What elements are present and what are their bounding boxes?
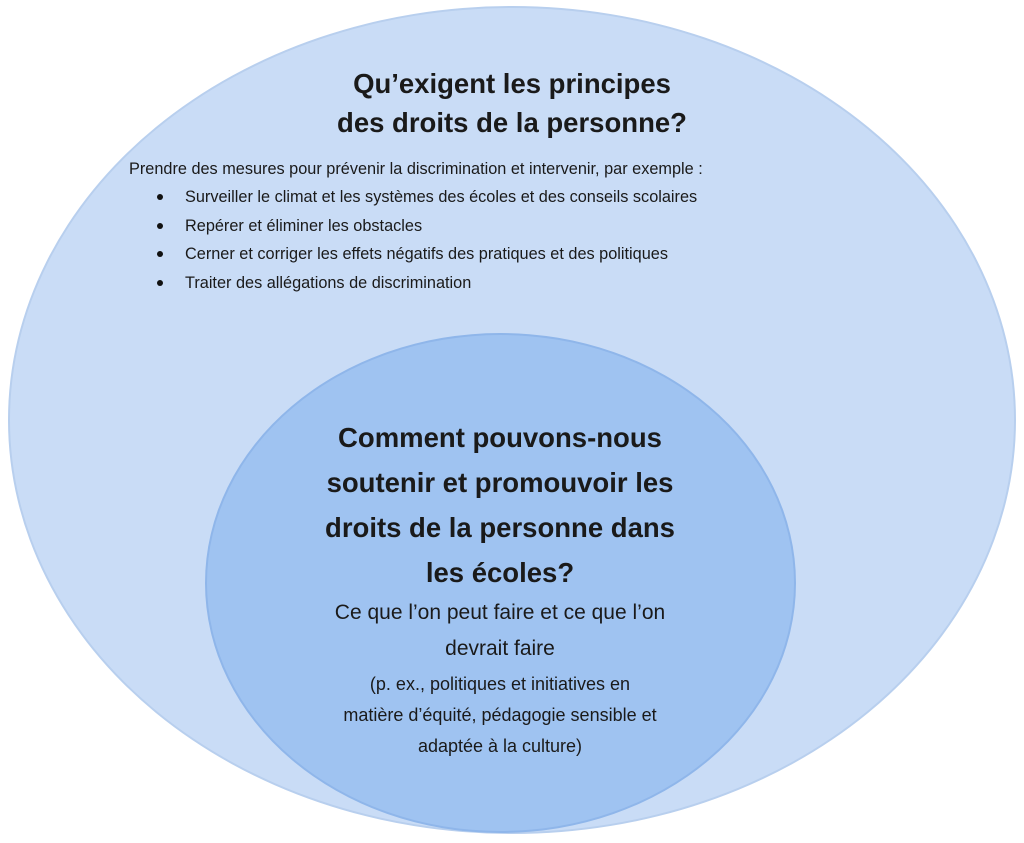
inner-example-line: adaptée à la culture) bbox=[417, 736, 583, 756]
inner-title bbox=[250, 415, 750, 595]
outer-title-line: des droits de la personne? bbox=[337, 107, 687, 138]
outer-list-item-text: Surveiller le climat et les systèmes des écoles et des conseils scolaires bbox=[185, 188, 698, 206]
inner-title-line: droits de la personne dans bbox=[325, 512, 675, 543]
bullet-icon bbox=[157, 280, 163, 286]
inner-subtitle bbox=[250, 595, 750, 667]
outer-list-item-text: Traiter des allégations de discrimination bbox=[185, 273, 472, 292]
inner-subtitle-line: devrait faire bbox=[445, 637, 555, 660]
outer-list-item bbox=[157, 183, 697, 212]
bullet-icon bbox=[157, 251, 163, 257]
inner-title-line: Comment pouvons-nous bbox=[338, 422, 662, 453]
bullet-icon bbox=[157, 223, 163, 229]
inner-subtitle-line: Ce que l’on peut faire et ce que l’on bbox=[334, 601, 666, 624]
outer-list-item-text: Repérer et éliminer les obstacles bbox=[185, 216, 423, 235]
bullet-icon bbox=[157, 194, 163, 200]
outer-list-item bbox=[157, 212, 697, 241]
outer-list-item-text: Cerner et corriger les effets négatifs des pratiques et des politiques bbox=[185, 245, 668, 264]
outer-title-line: Qu’exigent les principes bbox=[353, 68, 671, 99]
outer-intro-text: Prendre des mesures pour prévenir la discrimination et intervenir, par exemple : bbox=[129, 160, 703, 178]
inner-title-line: soutenir et promouvoir les bbox=[326, 467, 674, 498]
outer-bullet-list bbox=[157, 183, 697, 297]
inner-title-line: les écoles? bbox=[425, 557, 575, 588]
outer-list-item bbox=[157, 240, 697, 269]
outer-list-item bbox=[157, 269, 697, 298]
inner-example-line: (p. ex., politiques et initiatives en bbox=[369, 674, 631, 694]
inner-example-line: matière d’équité, pédagogie sensible et bbox=[343, 705, 657, 725]
inner-example-text bbox=[250, 669, 750, 762]
outer-title bbox=[212, 64, 812, 142]
